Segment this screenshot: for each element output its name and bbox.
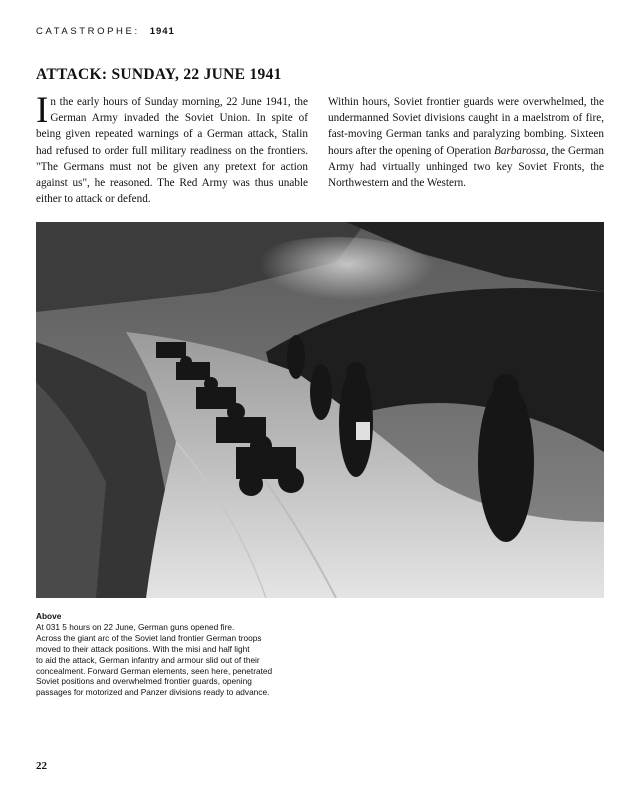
photo-caption — [36, 611, 276, 698]
drop-cap: I — [36, 90, 49, 131]
article-column-right — [328, 94, 604, 191]
right-column-text-end: the German Army had virtually unhinged two key Soviet Fronts, the Northwestern and the Western. — [328, 144, 604, 190]
caption-line: Across the giant arc of the Soviet land frontier German troops — [36, 632, 262, 643]
article-column-left — [36, 90, 308, 207]
running-head — [36, 26, 175, 37]
page-number: 22 — [36, 760, 47, 772]
left-column-text: n the early hours of Sunday morning, 22 June 1941, the German Army invaded the Soviet Union. In spite of being given repeated warnings of a German attack, Stalin had refused to order full military readiness on the frontiers. "The Germans must not be given any pretext for action against us", he reasoned. The Red Army was thus unable either to attack or defend. — [36, 96, 308, 206]
caption-line: concealment. Forward German elements, seen here, penetrated — [36, 665, 273, 676]
operation-name: Barbarossa, — [494, 144, 549, 157]
caption-line: Soviet positions and overwhelmed frontier guards, opening — [36, 676, 252, 687]
caption-line: to aid the attack, German infantry and armour slid out of their — [36, 654, 260, 665]
caption-line: passages for motorized and Panzer divisions ready to advance. — [36, 687, 270, 698]
caption-line: At 031 5 hours on 22 June, German guns opened fire. — [36, 621, 235, 632]
right-column-text-start: Within hours, Soviet frontier guards were overwhelmed, the undermanned Soviet divisions caught in a maelstrom of fire, fast-moving German tanks and paralyzing bombing. Sixteen hours after the opening of Operation — [328, 96, 604, 157]
caption-line: moved to their attack positions. With the misi and half light — [36, 643, 250, 654]
caption-heading: Above — [36, 611, 62, 621]
running-head-section: CATASTROPHE: — [36, 26, 140, 37]
photo-illustration — [36, 222, 604, 598]
running-head-year: 1941 — [149, 26, 175, 37]
war-photograph — [36, 222, 604, 598]
article-title: ATTACK: SUNDAY, 22 JUNE 1941 — [36, 66, 282, 83]
